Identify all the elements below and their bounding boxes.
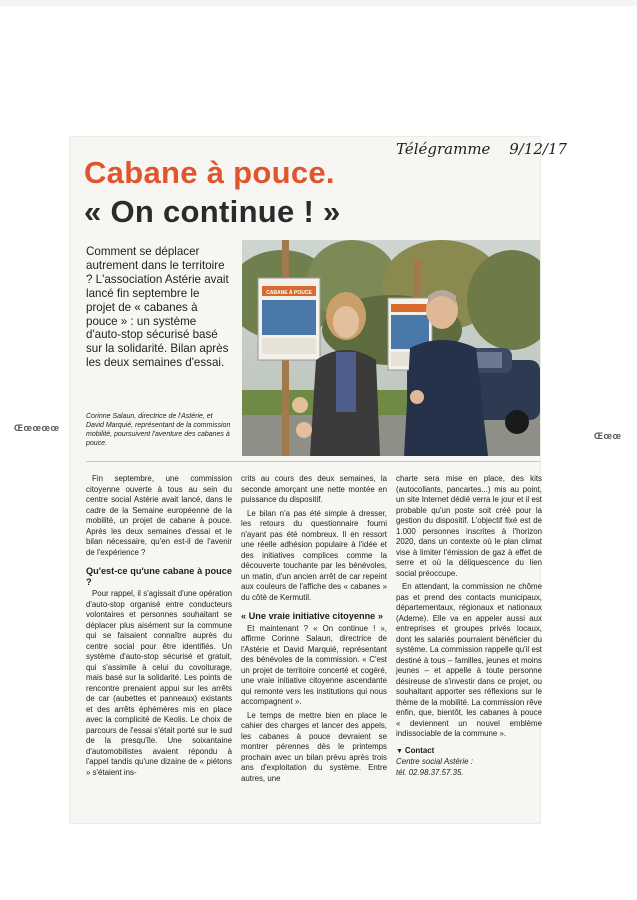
headline-line1: Cabane à pouce. [84,155,335,190]
article-column-2 [241,474,387,819]
photo-caption: Corinne Salaun, directrice de l'Astérie, et David Marquié, représentant de la commission mobilité, poursuivent l'aventure des cabanes à pouce. [86,413,231,447]
photo-illustration [242,240,540,456]
article-paragraph: Le bilan n'a pas été simple à dresser, les retours du questionnaire fourni n'ayant pas été nombreux. Il en ressort une réelle adhésion populaire à l'idée et des initiatives complices comme la découverte touchante par les bénévoles, un matin, d'un ancien arrêt de car repeint aux couleurs de l'affiche des « cabanes » du côté de Kermutil. [241,508,387,602]
scan-edge-mark-right: Œœœ [594,431,622,441]
poster-left-label: CABANE À POUCE [266,290,312,296]
article-column-1 [86,474,232,819]
article-paragraph: En attendant, la commission ne chôme pas et prend des contacts municipaux, départementaux, régionaux et nationaux (Ademe). Elle va en appeler aussi aux entreprises et groupes privés locaux, dont les salariés pourraient bénéficier du système. La commission rappelle qu'il est destiné à tous – familles, jeunes et moins jeunes – et appelle à toute personne désireuse de s'investir dans ce projet, ou souhaitant apporter ses réflexions sur le thème de la mobilité. La commission rêve enfin, que, bientôt, les cabanes à pouce « deviennent un nouvel emblème indissociable de la commune ». [396,582,542,738]
handwritten-masthead [382,140,567,170]
article-paragraph: charte sera mise en place, des kits (autocollants, pancartes...) mis au point, un site Internet dédié verra le jour et il est probable qu'un poste soit créé pour la gestion du dispositif. L'objectif fixé est de 1.000 personnes inscrites à l'horizon 2020, dans un contexte où le plan climat vise à limiter l'émission de gaz à effet de serre et où la déliquescence du lien social préoccupe. [396,474,542,578]
article-paragraph: Fin septembre, une commission citoyenne ouverte à tous au sein du centre social Astérie avait lancé, dans le cadre de la Semaine européenne de la mobilité, un projet de cabane à pouce. Après les deux semaines d'essai et le bilan nécessaire, qu'en est-il de l'avenir de l'expérience ? [86,474,232,557]
contact-heading: ▼ Contact [396,746,542,758]
article-paragraph: Et maintenant ? « On continue ! », affirme Corinne Salaun, directrice de l'Astérie et David Marquié, représentant des bénévoles de la commission. « C'est un projet de territoire concerté et cogéré, une vraie initiative citoyenne ascendante qui remonte vers les institutions qui nous accompagnent ». [241,623,387,706]
article-paragraph: Le temps de mettre bien en place le cahier des charges et lancer des appels, les cabanes à pouce devraient se montrer pérennes dès le printemps prochain avec un bilan prévu après trois ans d'exploitation du système. Entre autres, une [241,710,387,783]
newspaper-name: Télégramme [396,140,491,158]
clipping-date: 9/12/17 [509,140,568,158]
headline-line2: « On continue ! » [84,194,341,229]
article-photo [242,240,540,456]
scan-edge-mark-left: Œœœœœ [14,423,60,433]
contact-organization: Centre social Astérie : [396,757,473,766]
subheading: « Une vraie initiative citoyenne » [241,611,383,621]
subheading: Qu'est-ce qu'une cabane à pouce ? [86,566,232,587]
intro-paragraph: Comment se déplacer autrement dans le territoire ? L'association Astérie avait lancé fin septembre le projet de « cabanes à pouce » : un système d'auto-stop sécurisé basé sur la solidarité. Bilan après les deux semaines d'essai. [86,245,229,370]
article-paragraph: Pour rappel, il s'agissait d'une opération d'auto-stop organisé entre conducteurs volontaires et personnes souhaitant se déplacer plus aisément sur la commune qui se faisaient connaître auprès du centre social pour être identifiés. Un système d'auto-stop sécurisé et gratuit, qui s'assimile à celui du covoiturage, mais basé sur la solidarité. Les points de rencontre prenaient appui sur les arrêts de car (aubettes et panneaux) existants et des arrêts éphémères mis en place avec la complicité de Keolis. Le choix de parcours de l'essai s'était porté sur le sud de la presqu'île. Une soixantaine d'automobilistes avaient répondu à l'appel tandis qu'une dizaine de « piétons » s'étaient ins- [86,589,232,777]
scan-edge [0,0,637,6]
article-column-3 [396,474,542,819]
article-paragraph: crits au cours des deux semaines, la seconde amorçant une nette montée en puissance du dispositif. [241,474,387,504]
section-divider [86,461,540,462]
contact-phone: tél. 02.98.37.57.35. [396,767,464,777]
